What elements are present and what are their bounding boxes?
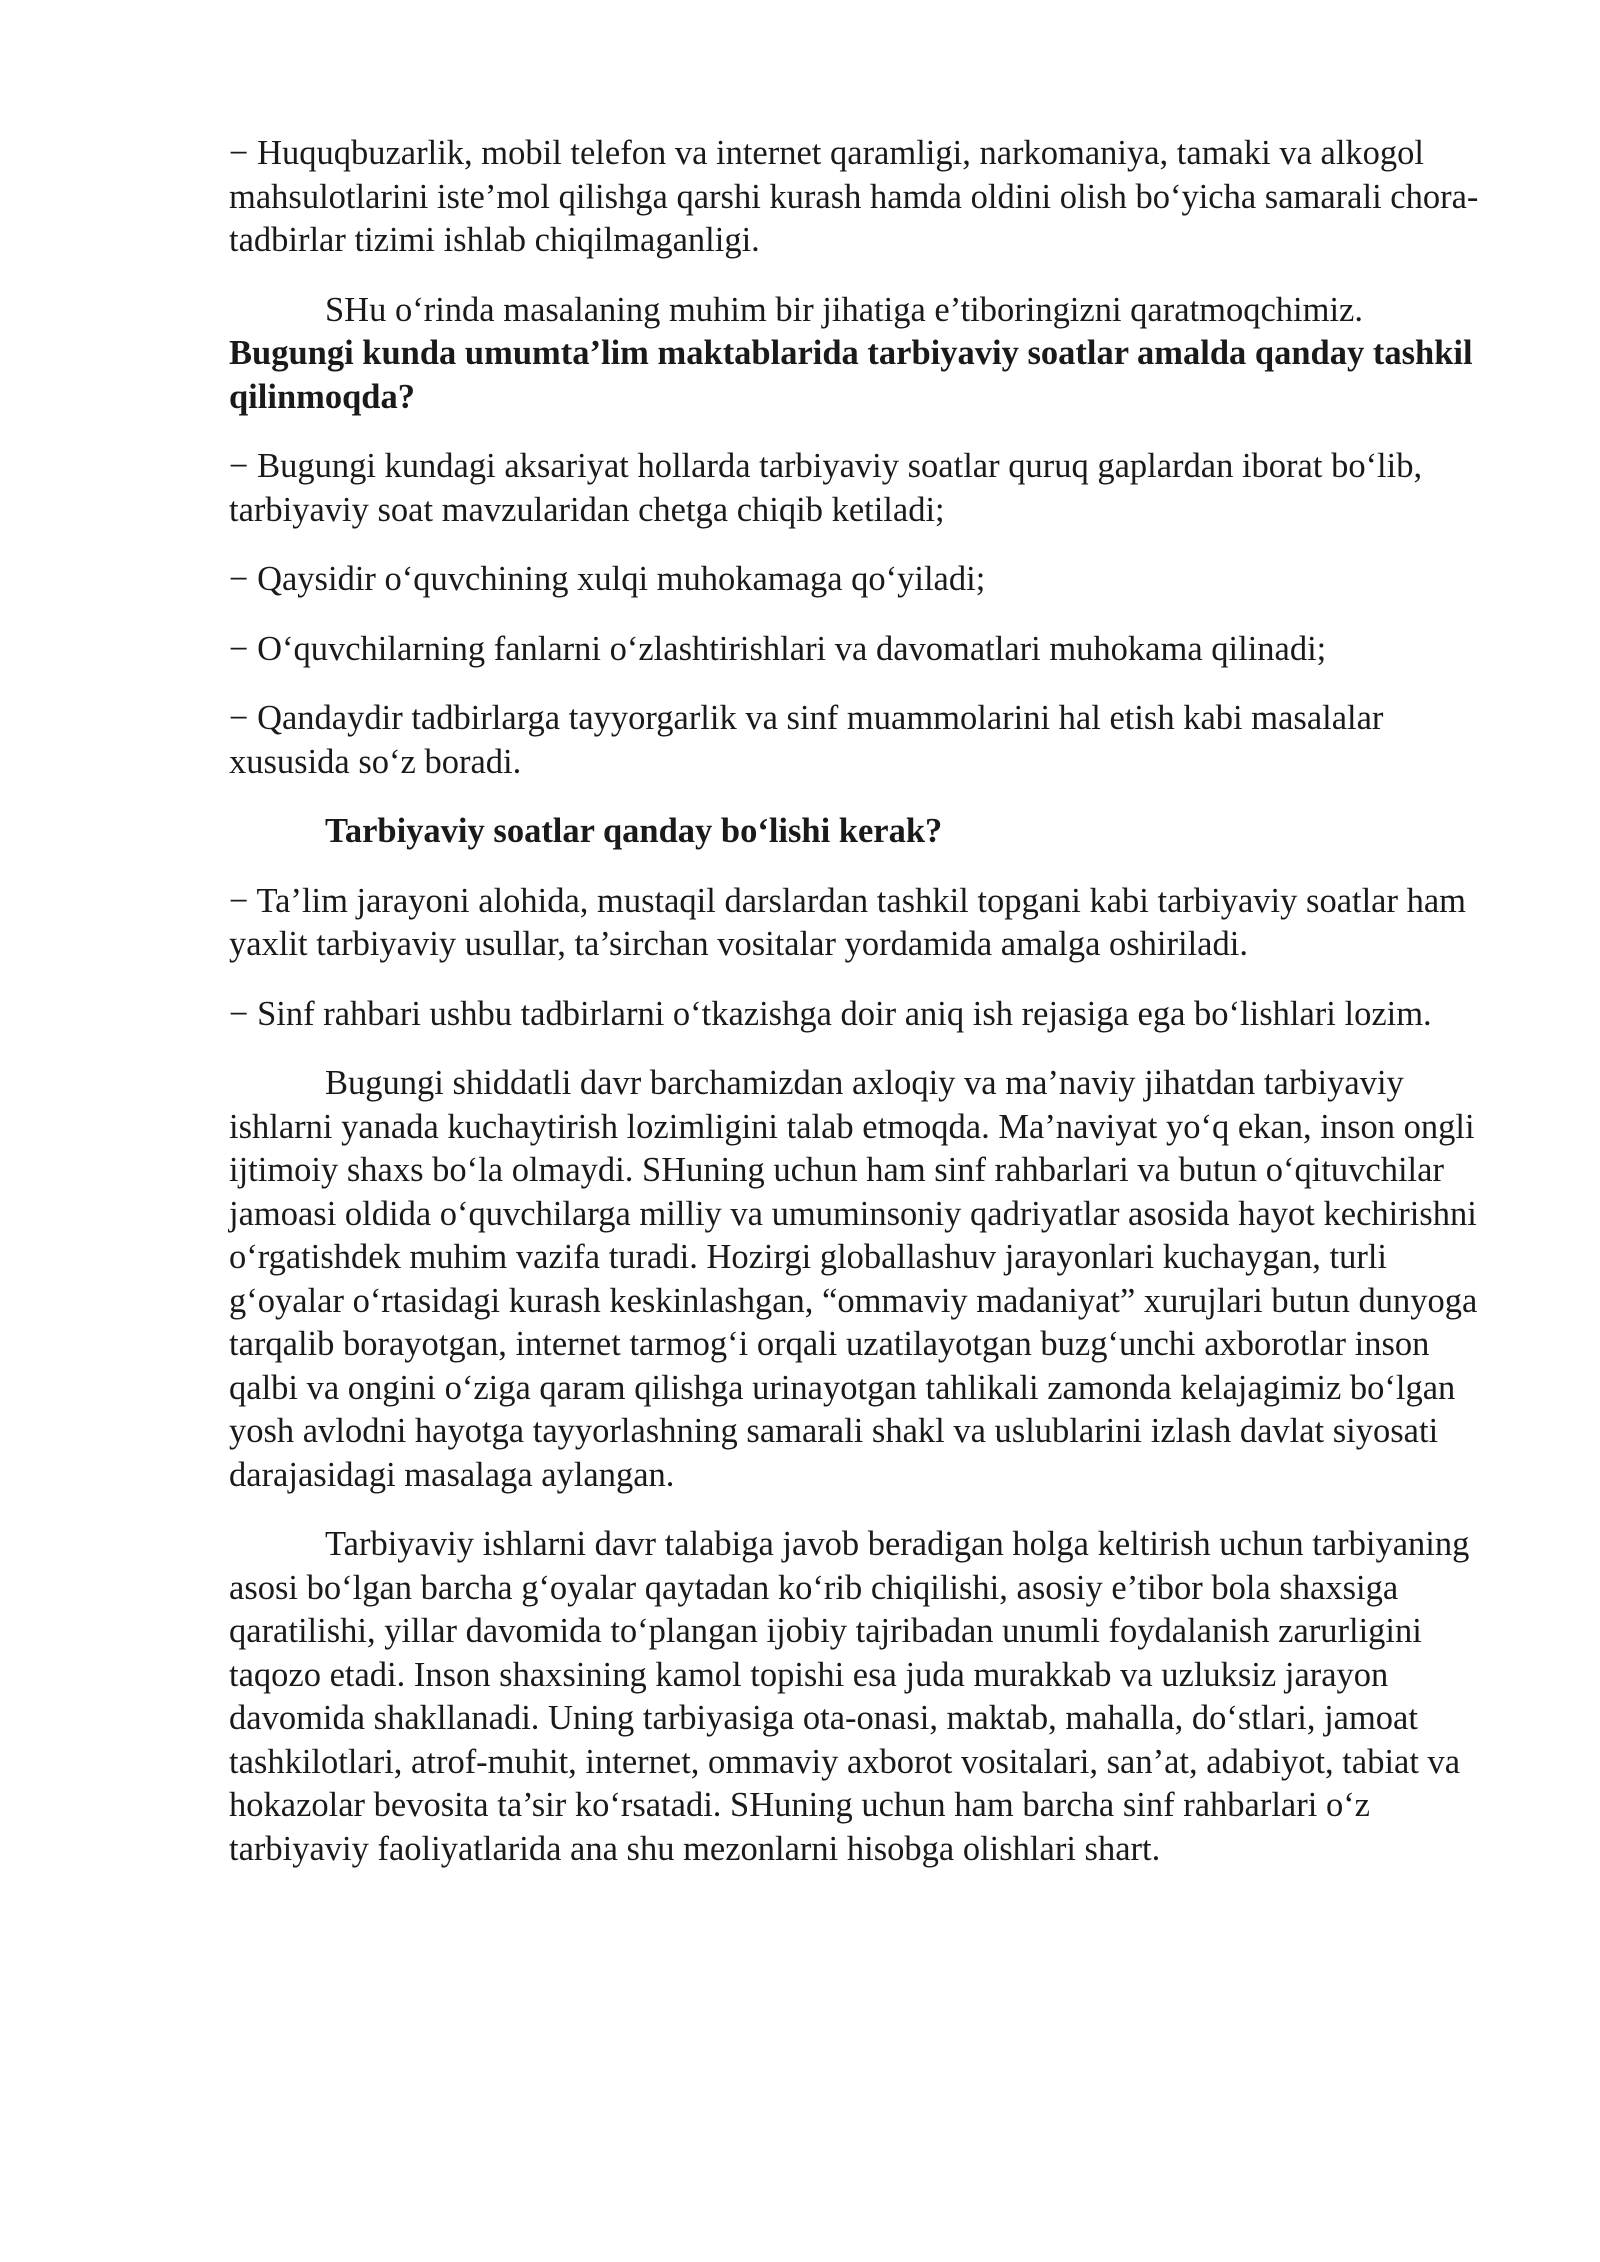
paragraph-upbringing: Tarbiyaviy ishlarni davr talabiga javob beradigan holga keltirish uchun tarbiyaning asosi bo‘lgan barcha g‘oyalar qaytadan ko‘rib chiqilishi, asosiy e’tibor bola shaxsiga qaratilishi, yillar davomida to‘plangan ijobiy tajribadan unumli foydalanish zarurligini taqozo etadi. Inson shaxsining kamol topishi esa juda murakkab va uzluksiz jarayon davomida shakllanadi. Uning tarbiyasiga ota-onasi, maktab, mahalla, do‘stlari, jamoat tashkilotlari, atrof-muhit, internet, ommaviy axborot vositalari, san’at, adabiyot, tabiat va hokazolar bevosita ta’sir ko‘rsatadi. SHuning uchun ham barcha sinf rahbarlari o‘z tarbiyaviy faoliyatlarida ana shu mezonlarni hisobga olishlari shart. [229, 1525, 1470, 1868]
list-item-attendance: − O‘quvchilarning fanlarni o‘zlashtirishlari va davomatlari muhokama qilinadi; [229, 629, 1327, 668]
list-item-preparation: − Qandaydir tadbirlarga tayyorgarlik va sinf muammolarini hal etish kabi masalalar xususida so‘z boradi. [229, 699, 1384, 781]
paragraph-attention [229, 289, 1494, 420]
list-item-empty-talk: − Bugungi kundagi aksariyat hollarda tarbiyaviy soatlar quruq gaplardan iborat bo‘lib, tarbiyaviy soat mavzularidan chetga chiqib ketiladi; [229, 447, 1423, 529]
question-heading-current: Bugungi kunda umumta’lim maktablarida tarbiyaviy soatlar amalda qanday tashkil qilinmoqda? [229, 334, 1473, 416]
paragraph-intro-item: − Huquqbuzarlik, mobil telefon va internet qaramligi, narkomaniya, tamaki va alkogol mahsulotlarini iste’mol qilishga qarshi kurash hamda oldini olish bo‘yicha samarali chora-tadbirlar tizimi ishlab chiqilmaganligi. [229, 134, 1479, 259]
list-item-lesson-process: − Ta’lim jarayoni alohida, mustaqil darslardan tashkil topgani kabi tarbiyaviy soatlar ham yaxlit tarbiyaviy usullar, ta’sirchan vositalar yordamida amalga oshiriladi. [229, 881, 1466, 963]
attention-text: SHu o‘rinda masalaning muhim bir jihatiga e’tiboringizni qaratmoqchimiz. [325, 290, 1363, 329]
list-item-class-leader: − Sinf rahbari ushbu tadbirlarni o‘tkazishga doir aniq ish rejasiga ega bo‘lishlari lozim. [229, 994, 1432, 1033]
paragraph-spirituality: Bugungi shiddatli davr barchamizdan axloqiy va ma’naviy jihatdan tarbiyaviy ishlarni yanada kuchaytirish lozimligini talab etmoqda. Ma’naviyat yo‘q ekan, inson ongli ijtimoiy shaxs bo‘la olmaydi. SHuning uchun ham sinf rahbarlari va butun o‘qituvchilar jamoasi oldida o‘quvchilarga milliy va umuminsoniy qadriyatlar asosida hayot kechirishni o‘rgatishdek muhim vazifa turadi. Hozirgi globallashuv jarayonlari kuchaygan, turli g‘oyalar o‘rtasidagi kurash keskinlashgan, “ommaviy madaniyat” xurujlari butun dunyoga tarqalib borayotgan, internet tarmog‘i orqali uzatilayotgan buzg‘unchi axborotlar inson qalbi va ongini o‘ziga qaram qilishga urinayotgan tahlikali zamonda kelajagimiz bo‘lgan yosh avlodni hayotga tayyorlashning samarali shakl va uslublarini izlash davlat siyosati darajasidagi masalaga aylangan. [229, 1064, 1478, 1494]
document-page [229, 132, 1494, 1897]
list-item-behavior: − Qaysidir o‘quvchining xulqi muhokamaga qo‘yiladi; [229, 560, 986, 598]
question-heading-should: Tarbiyaviy soatlar qanday bo‘lishi kerak? [325, 812, 943, 850]
